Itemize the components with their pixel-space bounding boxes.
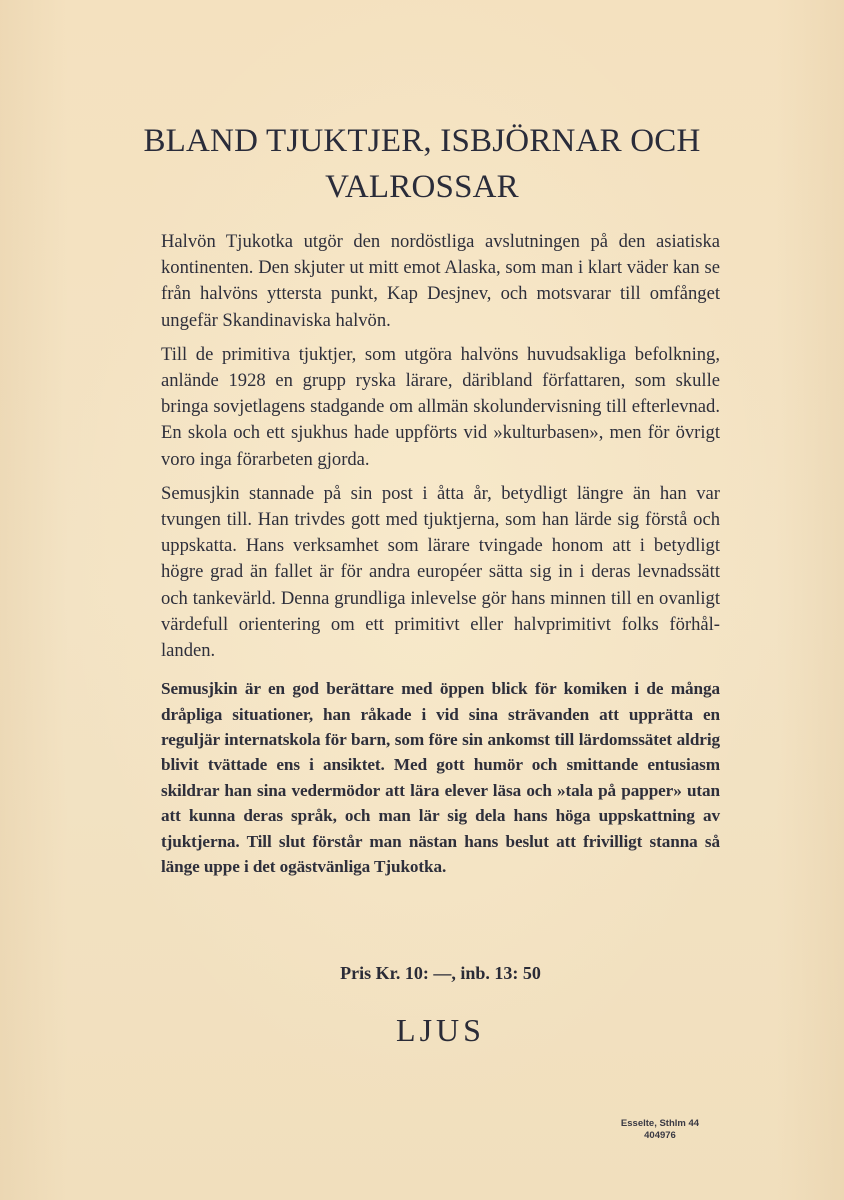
price-line: Pris Kr. 10: —, inb. 13: 50	[340, 963, 541, 983]
publisher-name: LJUS	[396, 1012, 485, 1048]
cover-title	[110, 118, 734, 210]
printer-imprint	[590, 1118, 730, 1142]
title-line-2: VALROSSAR	[325, 169, 519, 205]
paragraph-author: Semusjkin stannade på sin post i åtta år, betydligt längre än han var tvungen till. Han trivdes gott med tjuktjerna, som han lärde sig förstå och uppskatta. Hans verksamhet som lärare tvingade honom att i betydligt högre grad än fallet är för andra européer sätta sig in i deras levnadssätt och tankevärld. Denna grundliga inlevelse gör hans minnen till en ovanligt värdefull orientering om ett primitivt eller halvprimitivt folks förhållanden.	[161, 482, 720, 662]
paragraph-intro: Halvön Tjukotka utgör den nordöstliga avslutningen på den asiatiska kontinenten. Den skjuter ut mitt emot Alaska, som man i klart väder kan se från halvöns yttersta punkt, Kap Desjnev, och motsvarar till omfånget ungefär Skandinaviska halvön.	[161, 231, 720, 331]
title-line-1: BLAND TJUKTJER, ISBJÖRNAR OCH	[143, 123, 701, 159]
print-number: 404976	[644, 1130, 676, 1141]
blurb-text	[161, 229, 720, 888]
printer-name: Esselte, Sthlm 44	[620, 1118, 700, 1129]
paragraph-background: Till de primitiva tjuktjer, som utgöra halvöns huvudsakliga befolkning, anlände 1928 en grupp ryska lärare, däribland författaren, som skulle bringa sovjetlagens stadgande om allmän skolundervisning till efterlevnad. En skola och ett sjukhus hade uppförts vid »kulturbasen», men för övrigt voro inga förarbeten gjorda.	[161, 343, 720, 470]
paragraph-summary: Semusjkin är en god berättare med öppen blick för komiken i de många dråpliga situationer, han råkade i vid sina strävanden att upprätta en reguljär internatskola för barn, som före sin ankomst till lärdomssätet aldrig blivit tvättade ens i ansiktet. Med gott humör och smittande entusiasm skildrar han sina vedermödor att lära elever läsa och »tala på papper» utan att kunna deras språk, och man lär sig dela hans höga uppskattning av tjuktjerna. Till slut förstår man nästan hans beslut att frivilligt stanna så länge uppe i det ogästvänliga Tjukotka.	[161, 679, 720, 877]
